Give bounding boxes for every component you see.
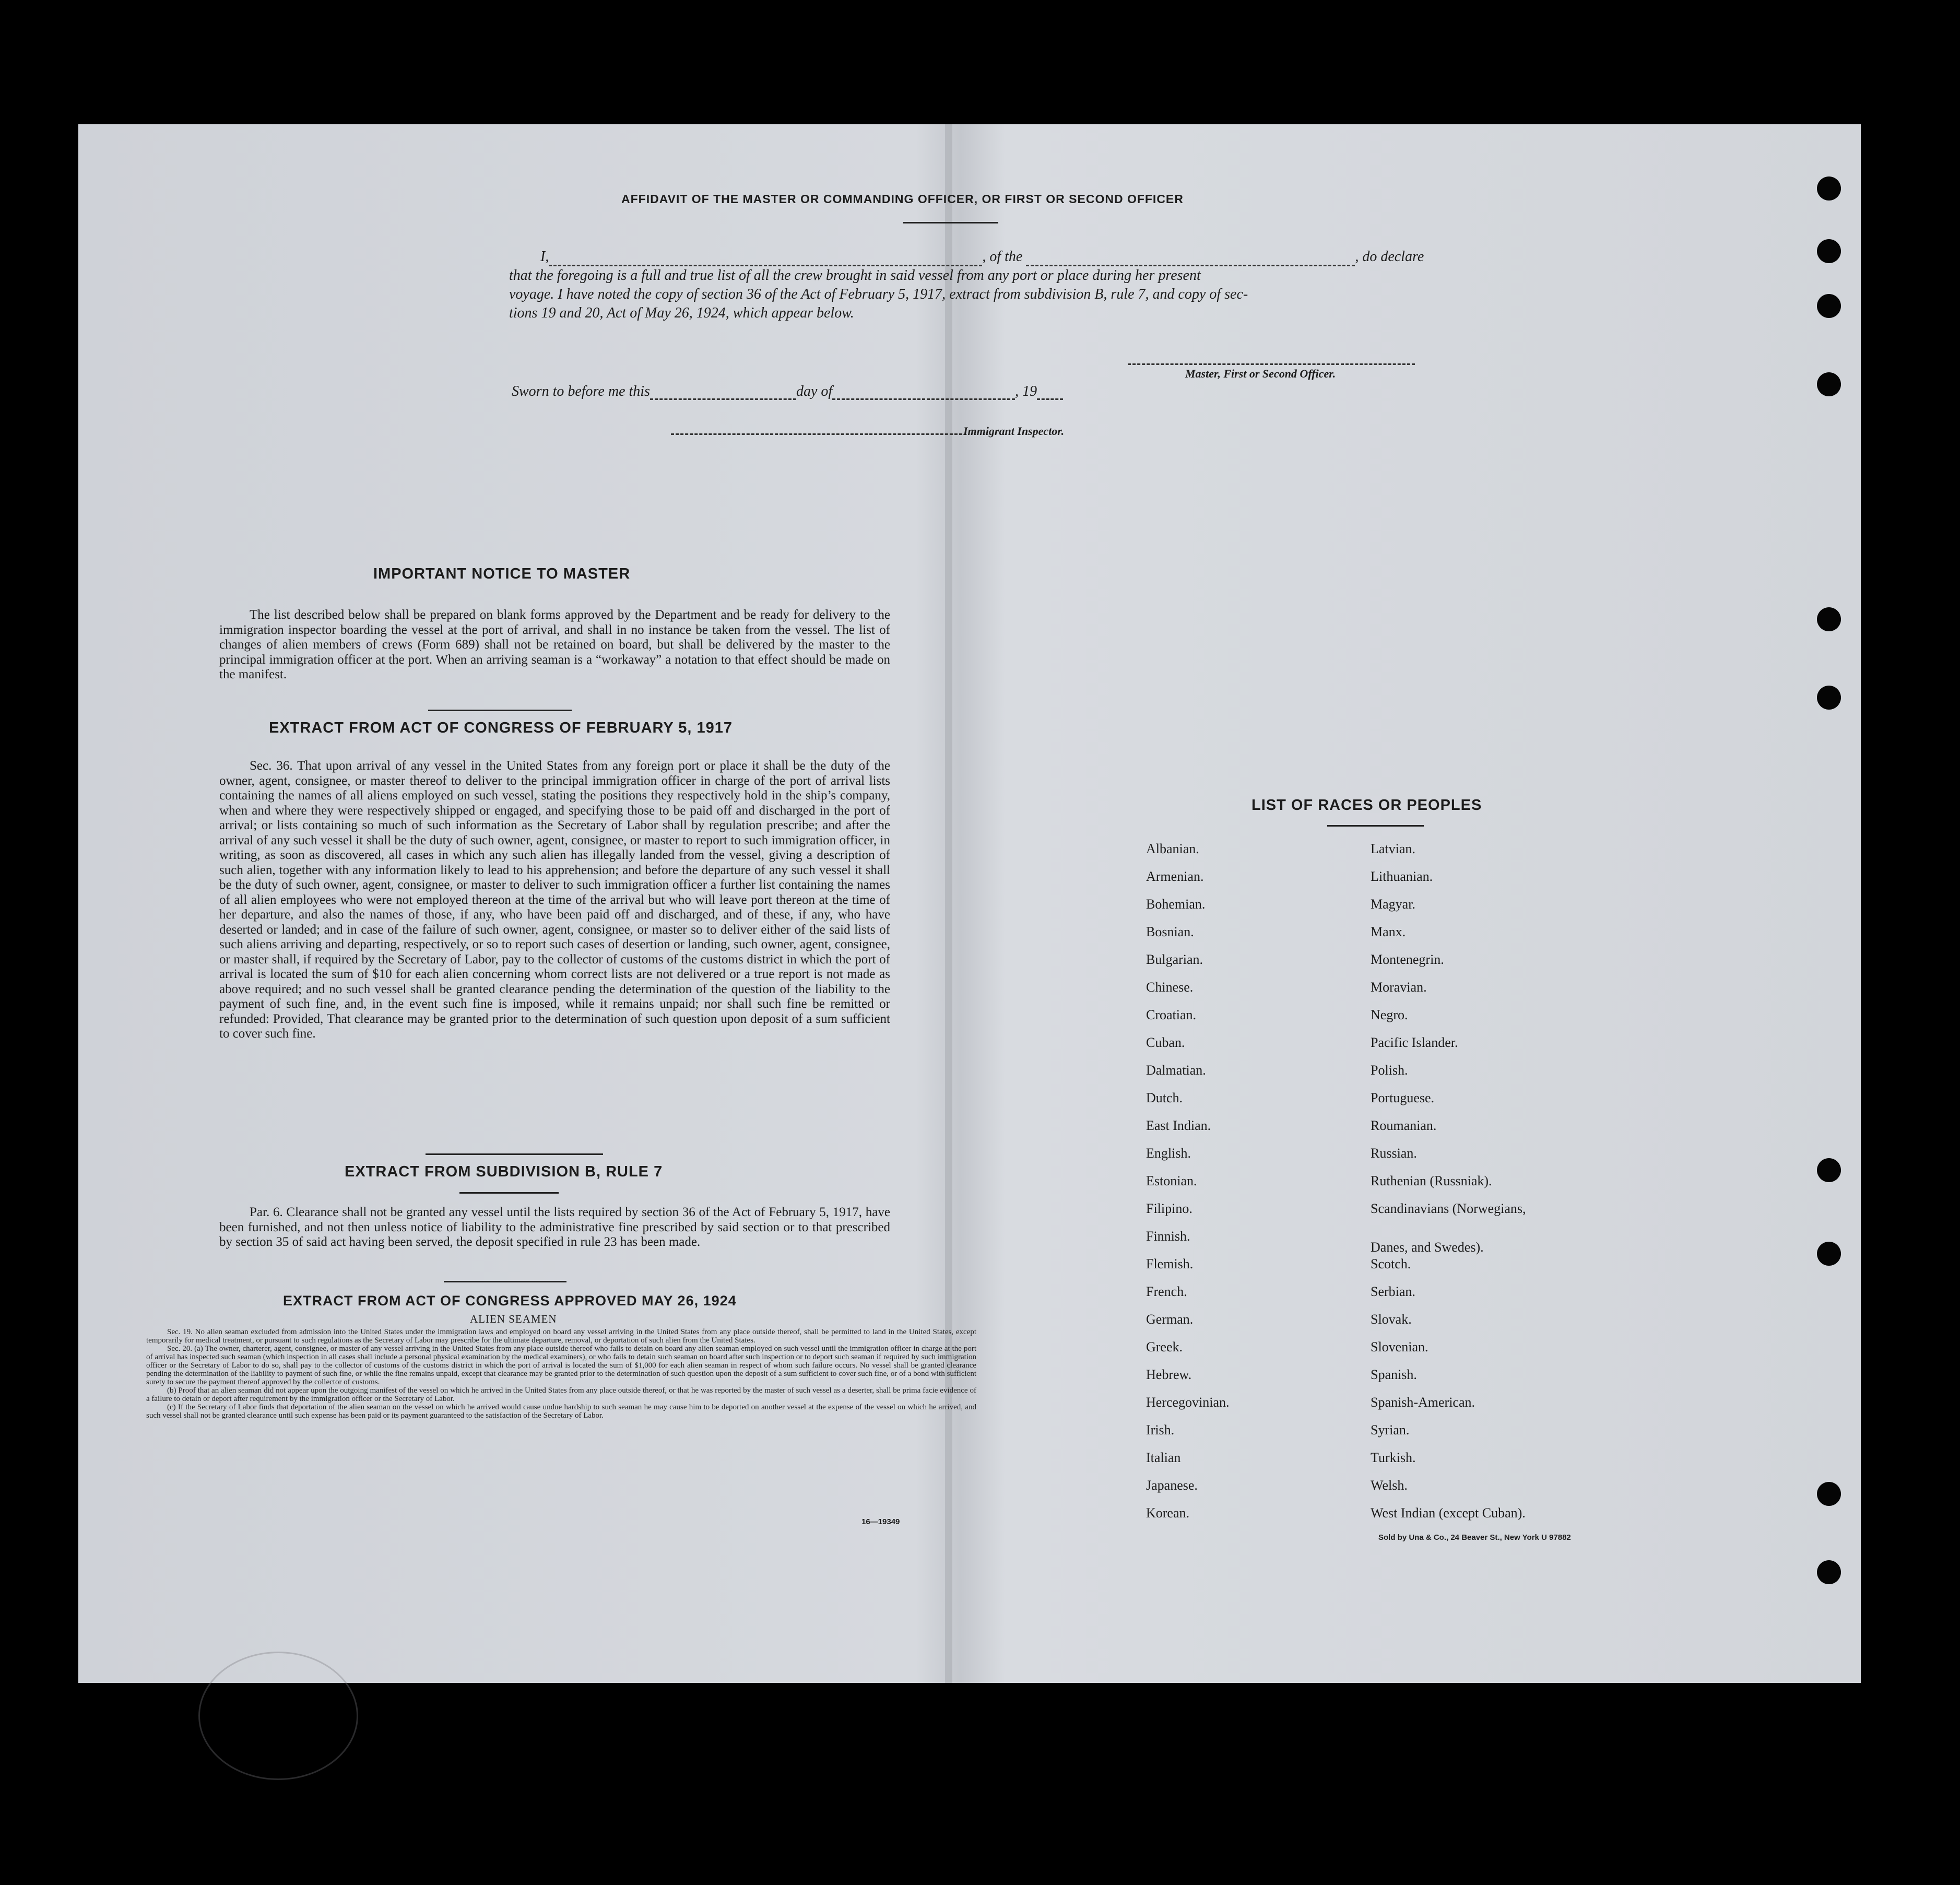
sec-20c-text: (c) If the Secretary of Labor finds that deportation of the alien seaman on the vessel on which he arrived would cause undue hardship to such seaman he may cause him to be deported on another vessel at the expense of the vessel on which he arrived, and such vessel shall not be granted clearance until such expense has been paid or its payment guaranteed to the satisfaction of the Secretary of Labor. [146,1403,976,1420]
signature-label: Master, First or Second Officer. [1185,367,1336,380]
race-item: German. [1146,1312,1194,1327]
affidavit-line3: voyage. I have noted the copy of section 36 of the Act of February 5, 1917, extract from subdivision B, rule 7, and copy of sec- [509,286,1248,302]
race-item: Chinese. [1146,980,1194,995]
race-item: Irish. [1146,1422,1175,1438]
sworn-day: day of [796,383,833,399]
vessel-blank [1026,252,1355,266]
race-item: Korean. [1146,1505,1190,1521]
race-item: Bohemian. [1146,897,1206,912]
notice-text: The list described below shall be prepared on blank forms approved by the Department and be ready for delivery to the immigration inspector boarding the vessel at the port of arrival, and shall in no instance be taken from the vessel. The list of changes of alien members of crews (Form 689) shall not be retained on board, but shall be delivered by the master to the principal immigration officer at the port. When an arriving seaman is a “workaway” a notation to that effect should be made on the manifest. [219,608,890,681]
race-item: Latvian. [1371,841,1415,856]
race-item: Cuban. [1146,1035,1185,1050]
race-item: Albanian. [1146,841,1199,856]
race-item: Spanish-American. [1371,1395,1475,1410]
race-item: Slovak. [1371,1312,1412,1327]
race-item: Hercegovinian. [1146,1395,1230,1410]
race-item: French. [1146,1284,1187,1299]
affidavit-body [509,248,1532,323]
month-blank [832,386,1015,400]
race-item: Dutch. [1146,1090,1183,1105]
divider [903,222,998,223]
sworn-prefix: Sworn to before me this [512,383,650,399]
race-item: Bosnian. [1146,924,1194,939]
subdivision-title: EXTRACT FROM SUBDIVISION B, RULE 7 [345,1163,663,1180]
sec-19-text: Sec. 19. No alien seaman excluded from admission into the United States under the immigration laws and employed on board any vessel arriving in the United States from any place outside thereof, shall be permitted to land in the United States, except temporarily for medical treatment, or pursuant to such regulations as the Secretary of Labor may prescribe for the ultimate departure, removal, or deportation of such alien from the United States. [146,1328,976,1345]
name-blank [549,252,982,266]
race-item: Greek. [1146,1339,1183,1354]
affidavit-of-the: , of the [982,249,1023,265]
divider [444,1281,566,1282]
affidavit-line2: that the foregoing is a full and true list of all the crew brought in said vessel from any port or place during her present [509,267,1201,284]
binder-hole-icon [1817,176,1841,201]
race-item: Spanish. [1371,1367,1417,1382]
publisher-note: Sold by Una & Co., 24 Beaver St., New York U 97882 [1378,1533,1571,1542]
extract-1917-text: Sec. 36. That upon arrival of any vessel in the United States from any foreign port or place it shall be the duty of the owner, agent, consignee, or master thereof to deliver to the principal immigration officer in charge of the port of arrival lists containing the names of all aliens employed on such vessel, stating the positions they respectively hold in the ship’s company, when and where they were respectively shipped or engaged, and specifying those to be paid off and discharged in the port of arrival; or lists containing so much of such information as the Secretary of Labor shall by regulation prescribe; and after the arrival of any such vessel it shall be the duty of such owner, agent, consignee, or master to report to such immigration officer, in writing, as soon as discovered, all cases in which any such alien has illegally landed from the vessel, giving a description of such alien, together with any information likely to lead to his apprehension; and before the departure of any such vessel it shall be the duty of such owner, agent, consignee, or master to deliver to such immigration officer a further list containing the names of all alien employees who were not employed thereon at the time of the arrival but who will leave port thereon at the time of her departure, and also the names of those, if any, who have been paid off and discharged, and of these, if any, who have deserted or landed; and in case of the failure of such owner, agent, consignee, or master so to deliver either of the said lists of such aliens arriving and departing, respectively, or so to report such cases of desertion or landing, such owner, agent, consignee, or master shall, if required by the Secretary of Labor, pay to the collector of customs of the customs district in which the port of arrival is located the sum of $10 for each alien concerning whom correct lists are not delivered or a true report is not made as above required; and no such vessel shall be granted clearance pending the determination of the question of the liability to the payment of such fine, and, in the event such fine is imposed, while it remains unpaid; nor shall such fine be remitted or refunded: Provided, That clearance may be granted prior to the determination of such question upon deposit of a sum sufficient to cover such fine. [219,759,890,1041]
race-item: Welsh. [1371,1478,1408,1493]
race-item: Roumanian. [1371,1118,1437,1133]
race-item: Estonian. [1146,1173,1197,1188]
race-item: Scandinavians (Norwegians, [1371,1201,1526,1216]
race-item: Syrian. [1371,1422,1410,1438]
race-item: Hebrew. [1146,1367,1192,1382]
race-item: Turkish. [1371,1450,1416,1465]
race-item: Slovenian. [1371,1339,1428,1354]
year-blank [1037,386,1063,400]
affidavit-declare: , do declare [1355,249,1424,265]
inspector-label: Immigrant Inspector. [963,425,1065,438]
race-item: Negro. [1371,1007,1408,1022]
race-item: Armenian. [1146,869,1204,884]
sec-20a-text: Sec. 20. (a) The owner, charterer, agent, consignee, or master of any vessel arriving in the United States from any place outside thereof who fails to detain on board any alien seaman employed on such vessel until the immigration officer in charge at the port of arrival has inspected such seaman (which inspection in all cases shall include a personal physical examination by the medical examiners), or who fails to detain such seaman on board after such inspection or to deport such seaman if required by such immigration officer or the Secretary of Labor to do so, shall pay to the collector of customs of the customs district in which the port of arrival is located the sum of $1,000 for each alien seaman in respect of whom such failure occurs. No vessel shall be granted clearance pending the determination of the liability to payment of such fine, or while the fine remains unpaid, except that clearance may be granted prior to the determination of such question upon the deposit of a sum sufficient to cover such fine, or of a bond with sufficient surety to secure the payment thereof approved by the collector of customs. [146,1345,976,1386]
race-item-continuation: Danes, and Swedes). [1371,1240,1484,1255]
subdivision-text: Par. 6. Clearance shall not be granted any vessel until the lists required by section 36 of the Act of February 5, 1917, have been furnished, and not then unless notice of liability to the administrative fine prescribed by said section or to that prescribed by section 35 of said act having been served, the deposit specified in rule 23 has been made. [219,1205,890,1249]
race-item: Pacific Islander. [1371,1035,1458,1050]
affidavit-title: AFFIDAVIT OF THE MASTER OR COMMANDING OFFICER, OR FIRST OR SECOND OFFICER [621,192,1184,206]
binder-hole-icon [1817,239,1841,263]
binder-hole-icon [1817,686,1841,710]
day-blank [650,386,796,400]
race-item: West Indian (except Cuban). [1371,1505,1526,1521]
divider [426,1153,603,1155]
race-item: Manx. [1371,924,1406,939]
binder-hole-icon [1817,1158,1841,1182]
race-item: Russian. [1371,1146,1417,1161]
document-sheet [78,124,1861,1683]
sworn-line [512,383,1063,400]
binder-hole-icon [1817,294,1841,318]
affidavit-i: I, [540,249,549,265]
race-item: Finnish. [1146,1229,1190,1244]
race-item: English. [1146,1146,1191,1161]
race-item: Japanese. [1146,1478,1198,1493]
sworn-year: , 19 [1015,383,1037,399]
form-number: 16—19349 [861,1517,900,1526]
sec-20b-text: (b) Proof that an alien seaman did not appear upon the outgoing manifest of the vessel on which he arrived in the United States from any place outside thereof, or that he was reported by the master of such vessel as a deserter, shall be prima facie evidence of a failure to detain or deport after requirement by the immigration officer or the Secretary of Labor. [146,1386,976,1403]
extract-1924-title: EXTRACT FROM ACT OF CONGRESS APPROVED MAY 26, 1924 [283,1293,737,1309]
race-item: Scotch. [1371,1256,1411,1271]
alien-seamen-subtitle: ALIEN SEAMEN [470,1313,557,1325]
inspector-line [671,433,962,435]
page-fold [945,124,952,1683]
race-item: Filipino. [1146,1201,1192,1216]
race-item: Portuguese. [1371,1090,1435,1105]
race-item: Polish. [1371,1063,1408,1078]
divider [428,710,572,711]
divider [1327,825,1424,827]
divider [459,1192,559,1194]
race-item: Ruthenian (Russniak). [1371,1173,1492,1188]
binder-hole-icon [1817,607,1841,631]
race-item: Croatian. [1146,1007,1197,1022]
race-item: Montenegrin. [1371,952,1444,967]
race-item: Moravian. [1371,980,1427,995]
binder-hole-icon [1817,372,1841,396]
race-item: Dalmatian. [1146,1063,1206,1078]
race-item: Magyar. [1371,897,1415,912]
race-item: Italian [1146,1450,1181,1465]
extract-1917-title: EXTRACT FROM ACT OF CONGRESS OF FEBRUARY 5, 1917 [269,720,733,736]
race-item: Flemish. [1146,1256,1194,1271]
binder-hole-icon [1817,1560,1841,1584]
binder-hole-icon [1817,1242,1841,1266]
race-item: Bulgarian. [1146,952,1203,967]
extract-1924-text [146,1328,976,1420]
races-title: LIST OF RACES OR PEOPLES [1251,797,1482,814]
race-item: East Indian. [1146,1118,1211,1133]
race-item: Serbian. [1371,1284,1415,1299]
embossed-seal-icon [198,1652,358,1780]
binder-hole-icon [1817,1482,1841,1506]
race-item: Lithuanian. [1371,869,1433,884]
affidavit-line4: tions 19 and 20, Act of May 26, 1924, which appear below. [509,305,854,321]
signature-line [1128,363,1415,365]
notice-title: IMPORTANT NOTICE TO MASTER [373,566,631,582]
